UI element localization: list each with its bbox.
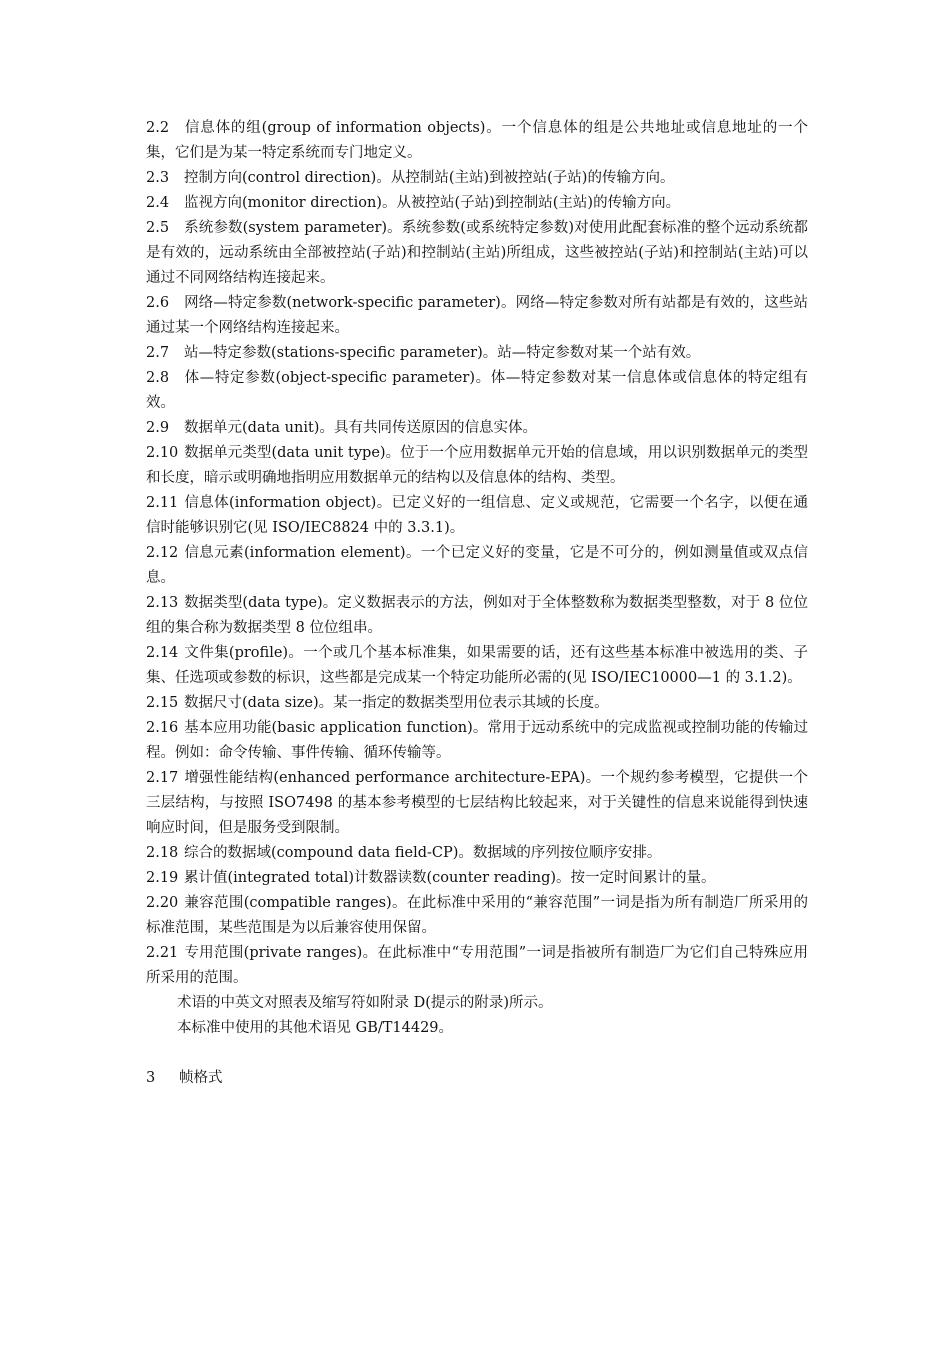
definition-text: 信息体(information object)。已定义好的一组信息、定义或规范，它需要一个名字，以便在通信时能够识别它(见 ISO/IEC8824 中的 3.3.1)。: [146, 495, 808, 536]
clause-number: 2.21: [146, 945, 179, 961]
definition-text: 信息元素(information element)。一个已定义好的变量，它是不可分的，例如测量值或双点信息。: [146, 545, 808, 586]
definition-paragraph: [146, 166, 808, 191]
clause-number: 2.13: [146, 595, 179, 611]
clause-number: 2.14: [146, 645, 179, 661]
clause-number: 2.18: [146, 845, 179, 861]
definition-paragraph: [146, 691, 808, 716]
definition-paragraph: [146, 591, 808, 641]
definition-text: 体—特定参数(object-specific parameter)。体—特定参数对某一信息体或信息体的特定组有效。: [146, 370, 808, 411]
definition-paragraph: [146, 641, 808, 691]
clause-number: 2.4: [146, 195, 170, 211]
definition-text: 数据类型(data type)。定义数据表示的方法，例如对于全体整数称为数据类型整数，对于 8 位位组的集合称为数据类型 8 位位组串。: [146, 595, 808, 636]
definition-paragraph: [146, 866, 808, 891]
clause-number: 2.8: [146, 370, 170, 386]
definition-paragraph: [146, 291, 808, 341]
definition-paragraph: [146, 766, 808, 841]
clause-number: 2.5: [146, 220, 170, 236]
clause-number: 2.11: [146, 495, 179, 511]
definition-paragraph: [146, 541, 808, 591]
definition-text: 控制方向(control direction)。从控制站(主站)到被控站(子站)的传输方向。: [184, 170, 675, 186]
definition-paragraph: [146, 441, 808, 491]
definition-paragraph: [146, 416, 808, 441]
clause-number: 2.10: [146, 445, 179, 461]
definition-text: 增强性能结构(enhanced performance architecture-EPA)。一个规约参考模型，它提供一个三层结构，与按照 ISO7498 的基本参考模型的七层结构比较起来，对于关键性的信息来说能得到快速响应时间，但是服务受到限制。: [146, 770, 808, 836]
definition-paragraph: [146, 366, 808, 416]
section-number: 3: [146, 1070, 156, 1086]
clause-number: 2.19: [146, 870, 179, 886]
section-heading: [146, 1066, 808, 1091]
clause-number: 2.17: [146, 770, 179, 786]
definition-text: 数据尺寸(data size)。某一指定的数据类型用位表示其域的长度。: [184, 695, 609, 711]
definition-text: 系统参数(system parameter)。系统参数(或系统特定参数)对使用此配套标准的整个远动系统都是有效的，远动系统由全部被控站(子站)和控制站(主站)所组成，这些被控站(子站)和控制站(主站)可以通过不同网络结构连接起来。: [146, 220, 808, 286]
definition-text: 监视方向(monitor direction)。从被控站(子站)到控制站(主站)的传输方向。: [184, 195, 681, 211]
clause-number: 2.7: [146, 345, 170, 361]
definition-text: 基本应用功能(basic application function)。常用于远动系统中的完成监视或控制功能的传输过程。例如：命令传输、事件传输、循环传输等。: [146, 720, 808, 761]
clause-number: 2.2: [146, 120, 170, 136]
definition-text: 信息体的组(group of information objects)。一个信息体的组是公共地址或信息地址的一个集，它们是为某一特定系统而专门地定义。: [146, 120, 808, 161]
definition-text: 兼容范围(compatible ranges)。在此标准中采用的“兼容范围”一词是指为所有制造厂所采用的标准范围，某些范围是为以后兼容使用保留。: [146, 895, 808, 936]
definition-text: 累计值(integrated total)计数器读数(counter reading)。按一定时间累计的量。: [184, 870, 716, 886]
definition-text: 站—特定参数(stations-specific parameter)。站—特定参数对某一个站有效。: [184, 345, 701, 361]
clause-number: 2.15: [146, 695, 179, 711]
section-title: 帧格式: [179, 1070, 223, 1086]
clause-number: 2.3: [146, 170, 170, 186]
definition-paragraph: [146, 941, 808, 991]
clause-number: 2.16: [146, 720, 179, 736]
clause-number: 2.6: [146, 295, 170, 311]
definitions-list: [146, 116, 808, 991]
definition-paragraph: [146, 191, 808, 216]
definition-paragraph: [146, 341, 808, 366]
clause-number: 2.9: [146, 420, 170, 436]
definition-text: 专用范围(private ranges)。在此标准中“专用范围”一词是指被所有制造厂为它们自己特殊应用所采用的范围。: [146, 945, 808, 986]
definition-text: 综合的数据域(compound data field-CP)。数据域的序列按位顺序安排。: [184, 845, 662, 861]
clause-number: 2.20: [146, 895, 179, 911]
definition-text: 网络—特定参数(network-specific parameter)。网络—特定参数对所有站都是有效的，这些站通过某一个网络结构连接起来。: [146, 295, 808, 336]
definition-text: 文件集(profile)。一个或几个基本标准集，如果需要的话，还有这些基本标准中被选用的类、子集、任选项或参数的标识，这些都是完成某一个特定功能所必需的(见 ISO/IEC10000—1 的 3.1.2)。: [146, 645, 808, 686]
definition-paragraph: [146, 716, 808, 766]
note-paragraph: 术语的中英文对照表及缩写符如附录 D(提示的附录)所示。: [177, 995, 553, 1011]
note-paragraph: 本标准中使用的其他术语见 GB/T14429。: [177, 1020, 454, 1036]
definition-paragraph: [146, 116, 808, 166]
definition-paragraph: [146, 841, 808, 866]
clause-number: 2.12: [146, 545, 179, 561]
definition-paragraph: [146, 216, 808, 291]
definition-paragraph: [146, 491, 808, 541]
definition-text: 数据单元类型(data unit type)。位于一个应用数据单元开始的信息域，用以识别数据单元的类型和长度，暗示或明确地指明应用数据单元的结构以及信息体的结构、类型。: [146, 445, 808, 486]
document-body: [146, 116, 808, 1091]
definition-text: 数据单元(data unit)。具有共同传送原因的信息实体。: [184, 420, 537, 436]
definition-paragraph: [146, 891, 808, 941]
